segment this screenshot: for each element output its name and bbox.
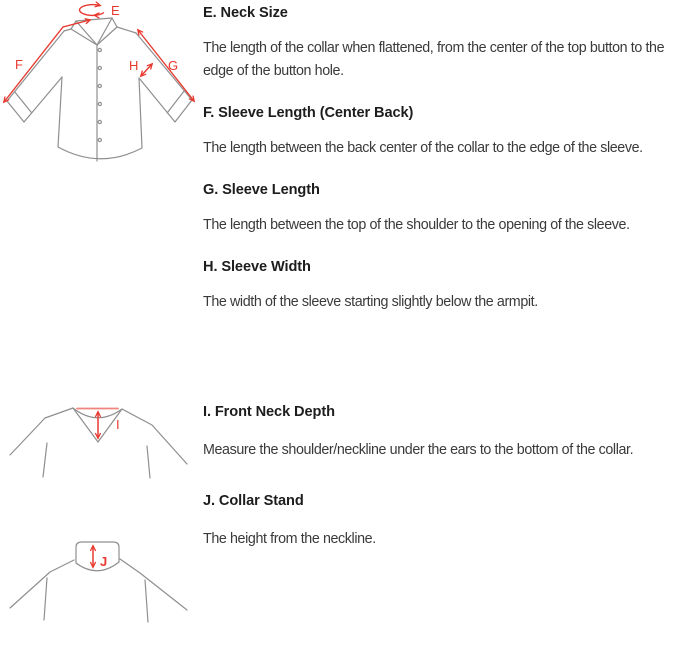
- neckline-drawing: [0, 388, 200, 484]
- shoulder-seams: [64, 27, 136, 33]
- descriptions-top: [203, 3, 694, 334]
- collar-stand-drawing: [0, 527, 200, 645]
- heading-sleeve-length: G. Sleeve Length: [203, 182, 320, 198]
- heading-neck-size: E. Neck Size: [203, 5, 288, 21]
- collar-band: [76, 542, 119, 563]
- body-neck-size: The length of the collar when flattened, from the center of the top button to the edge of the button hole.: [203, 40, 665, 79]
- buttons: [98, 48, 101, 141]
- right-sleeve: [136, 33, 192, 122]
- label-H: H: [129, 58, 139, 73]
- label-E: E: [111, 3, 120, 18]
- body-sleeve-length: The length between the top of the shoulder to the opening of the sleeve.: [203, 217, 630, 233]
- label-F: F: [15, 57, 23, 72]
- arrow-E-neck-rotation-2: [95, 13, 104, 15]
- heading-collar-stand: J. Collar Stand: [203, 493, 304, 509]
- arrow-E-neck-rotation: [79, 5, 100, 16]
- label-J: J: [100, 554, 108, 569]
- shirt-front-drawing: [0, 0, 205, 168]
- heading-front-neck-depth: I. Front Neck Depth: [203, 404, 335, 420]
- body-front-neck-depth: Measure the shoulder/neckline under the ears to the bottom of the collar.: [203, 442, 634, 458]
- left-cuff-line: [15, 92, 32, 113]
- descriptions-bottom: [203, 402, 694, 580]
- right-shoulder-line: [122, 409, 187, 464]
- heading-sleeve-length-center-back: F. Sleeve Length (Center Back): [203, 105, 414, 121]
- body-collar-stand: The height from the neckline.: [203, 531, 376, 547]
- left-shoulder-line: [10, 408, 73, 455]
- right-cuff-line: [167, 91, 184, 113]
- left-body-line: [43, 443, 47, 477]
- body-sleeve-width: The width of the sleeve starting slightly below the armpit.: [203, 294, 538, 310]
- heading-sleeve-width: H. Sleeve Width: [203, 259, 311, 275]
- right-body-line: [145, 580, 148, 622]
- collar-band-bottom-curve: [76, 562, 119, 571]
- arrow-G-sleeve-length: [138, 30, 194, 101]
- right-body-line: [147, 446, 150, 478]
- arrow-H-sleeve-width: [141, 64, 152, 76]
- body-sleeve-length-center-back: The length between the back center of the collar to the edge of the sleeve.: [203, 140, 643, 156]
- collar-stand-diagram: [0, 527, 200, 645]
- left-shoulder-line: [10, 560, 74, 608]
- label-G: G: [168, 58, 179, 73]
- shirt-body: [58, 77, 142, 159]
- left-sleeve: [7, 31, 64, 122]
- label-I: I: [116, 417, 120, 432]
- shirt-front-diagram: [0, 0, 205, 168]
- neckline-diagram: [0, 388, 200, 484]
- collar-stand-outline: [10, 542, 187, 622]
- right-shoulder-line: [120, 559, 187, 610]
- left-body-line: [44, 578, 47, 620]
- shirt-outline: [7, 18, 192, 161]
